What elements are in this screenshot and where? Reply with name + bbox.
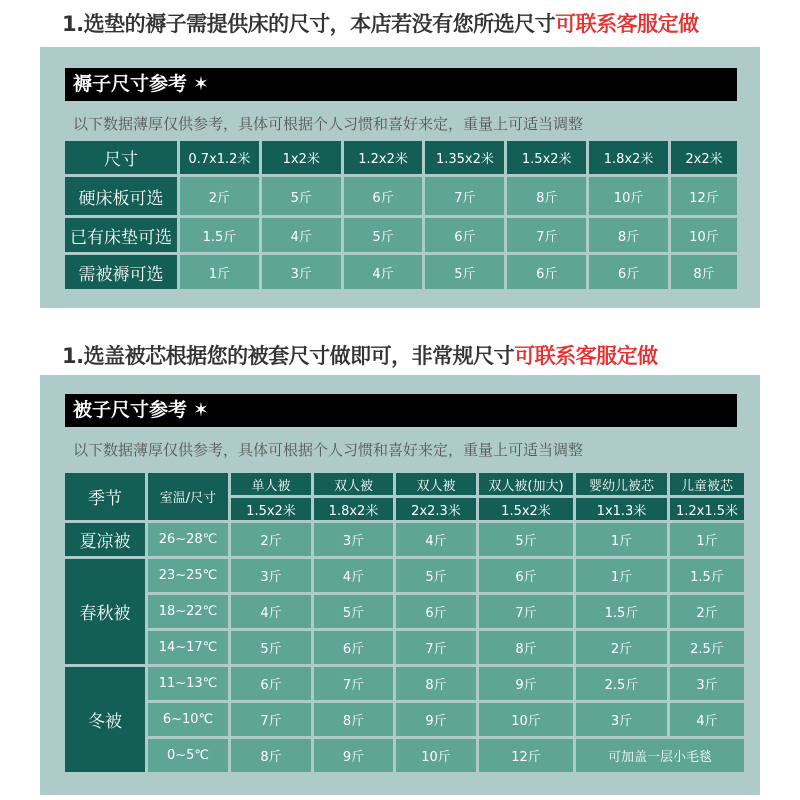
weight-cell: 5斤 xyxy=(425,255,504,289)
table-row xyxy=(65,739,744,772)
weight-cell: 2斤 xyxy=(576,631,667,664)
weight-cell: 6斤 xyxy=(314,631,393,664)
weight-cell: 2斤 xyxy=(180,177,259,215)
row-label: 硬床板可选 xyxy=(65,177,177,215)
season-label: 冬被 xyxy=(65,667,145,772)
weight-cell: 3斤 xyxy=(231,559,311,592)
weight-cell: 8斤 xyxy=(671,255,737,289)
weight-cell: 8斤 xyxy=(589,218,668,252)
weight-cell: 5斤 xyxy=(262,177,341,215)
season-label: 春秋被 xyxy=(65,559,145,664)
weight-cell: 7斤 xyxy=(314,667,393,700)
size-column-header: 2x2米 xyxy=(671,141,737,174)
weight-cell: 10斤 xyxy=(671,218,737,252)
size-header: 尺寸 xyxy=(65,141,177,174)
table-row xyxy=(65,523,744,556)
quilt-type-header: 婴幼儿被芯 xyxy=(576,473,667,495)
weight-cell: 1斤 xyxy=(670,523,744,556)
temperature-cell: 23~25℃ xyxy=(148,559,228,592)
weight-cell: 6斤 xyxy=(425,218,504,252)
quilt-size-header: 1.8x2米 xyxy=(314,498,393,520)
weight-cell: 6斤 xyxy=(396,595,476,628)
star-icon: ✶ xyxy=(193,73,209,95)
weight-cell: 9斤 xyxy=(314,739,393,772)
weight-cell: 4斤 xyxy=(231,595,311,628)
weight-cell: 9斤 xyxy=(396,703,476,736)
mattress-headline xyxy=(62,8,699,38)
weight-cell: 4斤 xyxy=(670,703,744,736)
quilt-type-header: 双人被 xyxy=(396,473,476,495)
weight-cell: 1.5斤 xyxy=(180,218,259,252)
table-row xyxy=(65,667,744,700)
star-icon: ✶ xyxy=(193,399,209,421)
headline-custom-order: 可联系客服定做 xyxy=(514,344,658,368)
weight-cell: 6斤 xyxy=(507,255,586,289)
weight-cell: 3斤 xyxy=(262,255,341,289)
weight-cell: 10斤 xyxy=(479,703,573,736)
quilt-type-header: 单人被 xyxy=(231,473,311,495)
size-column-header: 1.5x2米 xyxy=(507,141,586,174)
table-row xyxy=(65,218,737,252)
size-column-header: 1.8x2米 xyxy=(589,141,668,174)
headline-text: 1.选垫的褥子需提供床的尺寸，本店若没有您所选尺寸 xyxy=(62,12,556,36)
temperature-cell: 18~22℃ xyxy=(148,595,228,628)
weight-cell: 9斤 xyxy=(479,667,573,700)
temperature-cell: 14~17℃ xyxy=(148,631,228,664)
row-label: 需被褥可选 xyxy=(65,255,177,289)
weight-cell: 2斤 xyxy=(670,595,744,628)
mattress-title: 褥子尺寸参考 xyxy=(73,73,188,95)
weight-cell: 6斤 xyxy=(589,255,668,289)
table-row xyxy=(65,595,744,628)
weight-cell: 4斤 xyxy=(314,559,393,592)
quilt-subtitle: 以下数据薄厚仅供参考，具体可根据个人习惯和喜好来定，重量上可适当调整 xyxy=(73,441,584,459)
quilt-size-header: 1.2x1.5米 xyxy=(670,498,744,520)
quilt-size-header: 1.5x2米 xyxy=(479,498,573,520)
quilt-size-header: 2x2.3米 xyxy=(396,498,476,520)
quilt-size-header: 1x1.3米 xyxy=(576,498,667,520)
quilt-type-header: 儿童被芯 xyxy=(670,473,744,495)
temperature-cell: 11~13℃ xyxy=(148,667,228,700)
weight-cell: 3斤 xyxy=(576,703,667,736)
temperature-size-header: 室温/尺寸 xyxy=(148,473,228,520)
table-row xyxy=(65,177,737,215)
size-column-header: 1.35x2米 xyxy=(425,141,504,174)
weight-cell: 5斤 xyxy=(344,218,423,252)
season-label: 夏凉被 xyxy=(65,523,145,556)
mattress-subtitle: 以下数据薄厚仅供参考，具体可根据个人习惯和喜好来定，重量上可适当调整 xyxy=(73,115,584,133)
weight-cell: 6斤 xyxy=(344,177,423,215)
weight-cell: 7斤 xyxy=(507,218,586,252)
weight-cell: 12斤 xyxy=(671,177,737,215)
weight-cell: 7斤 xyxy=(231,703,311,736)
table-row xyxy=(65,559,744,592)
note-cell: 可加盖一层小毛毯 xyxy=(576,739,744,772)
weight-cell: 3斤 xyxy=(314,523,393,556)
weight-cell: 1斤 xyxy=(180,255,259,289)
weight-cell: 8斤 xyxy=(507,177,586,215)
weight-cell: 10斤 xyxy=(396,739,476,772)
weight-cell: 7斤 xyxy=(479,595,573,628)
weight-cell: 5斤 xyxy=(479,523,573,556)
weight-cell: 2.5斤 xyxy=(670,631,744,664)
table-row xyxy=(65,703,744,736)
table-header-row xyxy=(65,473,744,495)
weight-cell: 6斤 xyxy=(479,559,573,592)
mattress-panel xyxy=(40,47,760,308)
mattress-title-bar xyxy=(65,68,737,101)
weight-cell: 1斤 xyxy=(576,523,667,556)
weight-cell: 6斤 xyxy=(231,667,311,700)
season-header: 季节 xyxy=(65,473,145,520)
table-row xyxy=(65,255,737,289)
weight-cell: 5斤 xyxy=(396,559,476,592)
temperature-cell: 26~28℃ xyxy=(148,523,228,556)
quilt-headline xyxy=(62,340,658,370)
weight-cell: 10斤 xyxy=(589,177,668,215)
weight-cell: 12斤 xyxy=(479,739,573,772)
weight-cell: 4斤 xyxy=(344,255,423,289)
temperature-cell: 6~10℃ xyxy=(148,703,228,736)
weight-cell: 7斤 xyxy=(425,177,504,215)
weight-cell: 8斤 xyxy=(314,703,393,736)
weight-cell: 7斤 xyxy=(396,631,476,664)
quilt-title-bar xyxy=(65,394,737,427)
weight-cell: 4斤 xyxy=(396,523,476,556)
weight-cell: 2.5斤 xyxy=(576,667,667,700)
weight-cell: 8斤 xyxy=(396,667,476,700)
weight-cell: 1斤 xyxy=(576,559,667,592)
weight-cell: 1.5斤 xyxy=(670,559,744,592)
headline-text: 1.选盖被芯根据您的被套尺寸做即可，非常规尺寸 xyxy=(62,344,515,368)
weight-cell: 3斤 xyxy=(670,667,744,700)
weight-cell: 4斤 xyxy=(262,218,341,252)
table-header-row xyxy=(65,141,737,174)
quilt-title: 被子尺寸参考 xyxy=(73,399,188,421)
weight-cell: 1.5斤 xyxy=(576,595,667,628)
weight-cell: 8斤 xyxy=(479,631,573,664)
quilt-type-header: 双人被 xyxy=(314,473,393,495)
quilt-size-header: 1.5x2米 xyxy=(231,498,311,520)
weight-cell: 8斤 xyxy=(231,739,311,772)
temperature-cell: 0~5℃ xyxy=(148,739,228,772)
quilt-size-table xyxy=(62,470,747,775)
table-row xyxy=(65,631,744,664)
size-column-header: 0.7x1.2米 xyxy=(180,141,259,174)
row-label: 已有床垫可选 xyxy=(65,218,177,252)
quilt-type-header: 双人被(加大) xyxy=(479,473,573,495)
weight-cell: 2斤 xyxy=(231,523,311,556)
quilt-panel xyxy=(40,375,760,795)
mattress-size-table xyxy=(62,138,740,292)
headline-custom-order: 可联系客服定做 xyxy=(555,12,699,36)
weight-cell: 5斤 xyxy=(314,595,393,628)
weight-cell: 5斤 xyxy=(231,631,311,664)
size-column-header: 1x2米 xyxy=(262,141,341,174)
size-column-header: 1.2x2米 xyxy=(344,141,423,174)
